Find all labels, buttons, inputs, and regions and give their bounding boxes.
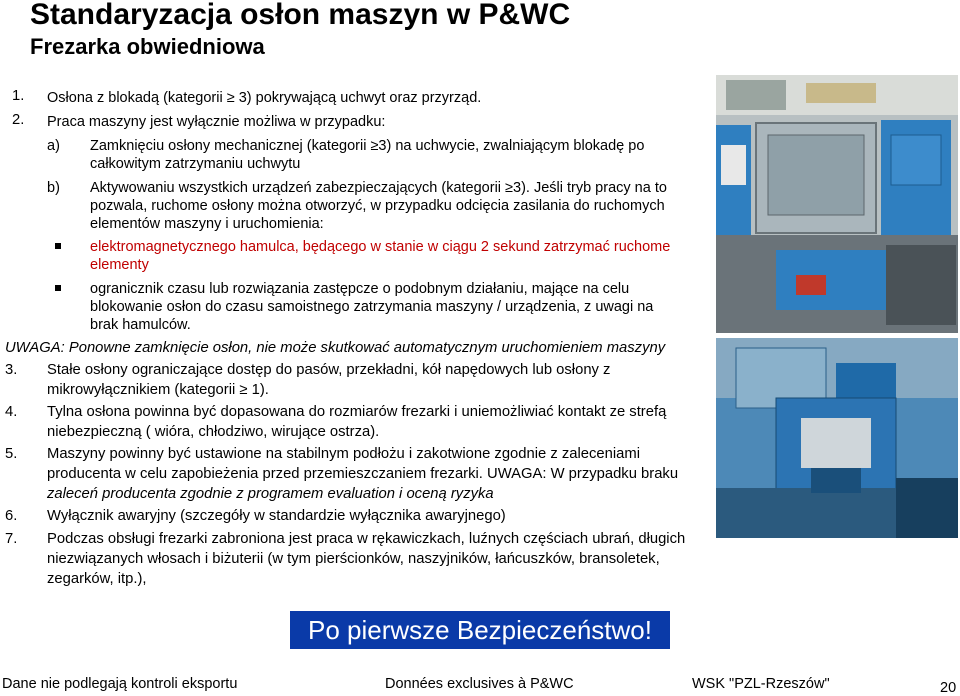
page-subtitle: Frezarka obwiedniowa bbox=[30, 34, 265, 59]
bullet-1-line: elektromagnetycznego hamulca, będącego w stanie w ciągu 2 sekund zatrzymać ruchome bbox=[90, 239, 671, 255]
safety-banner bbox=[290, 611, 670, 649]
bullet-2-line: brak hamulców. bbox=[90, 317, 191, 333]
item-number: 4. bbox=[5, 404, 18, 420]
item-number: 3. bbox=[5, 362, 18, 378]
item-number: 7. bbox=[5, 531, 18, 547]
item-number: 5. bbox=[5, 446, 18, 462]
item-number: 2. bbox=[12, 112, 25, 128]
hobbing-machine-illustration bbox=[716, 338, 958, 538]
bullet-marker bbox=[55, 243, 61, 249]
item-7-line: niezwiązanych włosach i biżuterii (w tym pierścionków, naszyjników, łańcuszków, bransoletek, bbox=[47, 551, 660, 567]
machine-guard-illustration bbox=[716, 75, 958, 333]
item-4-line: Tylna osłona powinna być dopasowana do rozmiarów frezarki i uniemożliwiać kontakt ze strefą bbox=[47, 404, 667, 420]
footer-company: WSK "PZL-Rzeszów" bbox=[692, 676, 830, 692]
item-1-text: Osłona z blokadą (kategorii ≥ 3) pokrywającą uchwyt oraz przyrząd. bbox=[47, 90, 482, 106]
page-number: 20 bbox=[940, 680, 957, 696]
item-5-line: producenta w celu zapobieżenia przed przemieszczaniem frezarki. UWAGA: W przypadku braku bbox=[47, 466, 679, 482]
item-5-line: Maszyny powinny być ustawione na stabilnym podłożu i zakotwione zgodnie z zaleceniami bbox=[47, 446, 641, 462]
item-5-line: zaleceń producenta zgodnie z programem evaluation i oceną ryzyka bbox=[47, 486, 494, 502]
item-6-text: Wyłącznik awaryjny (szczegóły w standardzie wyłącznika awaryjnego) bbox=[47, 508, 506, 524]
bullet-1-line: elementy bbox=[90, 257, 149, 273]
hobbing-machine-photo bbox=[716, 338, 958, 538]
warning-note: UWAGA: Ponowne zamknięcie osłon, nie może skutkować automatycznym uruchomieniem maszyny bbox=[5, 340, 666, 356]
item-7-line: Podczas obsługi frezarki zabroniona jest praca w rękawiczkach, luźnych częściach ubrań, długich bbox=[47, 531, 686, 547]
footer-export-note: Dane nie podlegają kontroli eksportu bbox=[2, 676, 238, 692]
item-3-line: Stałe osłony ograniczające dostęp do pasów, przekładni, kół napędowych lub osłony z bbox=[47, 362, 611, 378]
item-2b-line: Aktywowaniu wszystkich urządzeń zabezpieczających (kategorii ≥3). Jeśli tryb pracy na to bbox=[90, 180, 667, 196]
item-2a-line: całkowitym zatrzymaniu uchwytu bbox=[90, 156, 301, 172]
item-2b-line: pozwala, ruchome osłony można otworzyć, w przypadku odcięcia zasilania do ruchomych bbox=[90, 198, 665, 214]
item-2a-label: a) bbox=[47, 138, 60, 154]
item-2a-line: Zamknięciu osłony mechanicznej (kategorii ≥3) na uchwycie, zwalniającym blokadę po bbox=[90, 138, 645, 154]
footer-proprietary-note: Données exclusives à P&WC bbox=[385, 676, 574, 692]
item-number: 6. bbox=[5, 508, 18, 524]
item-2-text: Praca maszyny jest wyłącznie możliwa w przypadku: bbox=[47, 114, 386, 130]
bullet-2-line: ogranicznik czasu lub rozwiązania zastępcze o podobnym działaniu, mające na celu bbox=[90, 281, 630, 297]
safety-banner-text: Po pierwsze Bezpieczeństwo! bbox=[308, 615, 652, 645]
bullet-marker bbox=[55, 285, 61, 291]
item-number: 1. bbox=[12, 88, 25, 104]
page-title: Standaryzacja osłon maszyn w P&WC bbox=[30, 0, 571, 31]
item-2b-label: b) bbox=[47, 180, 60, 196]
item-4-line: niebezpieczną ( wióra, chłodziwo, wirujące ostrza). bbox=[47, 424, 380, 440]
item-2b-line: elementów maszyny i uruchomienia: bbox=[90, 216, 324, 232]
machine-guard-photo bbox=[716, 75, 958, 333]
item-7-line: zegarków, itp.), bbox=[47, 571, 147, 587]
item-3-line: mikrowyłącznikiem (kategorii ≥ 1). bbox=[47, 382, 269, 398]
bullet-2-line: blokowanie osłon do czasu samoistnego zatrzymania maszyny / urządzenia, z uwagi na bbox=[90, 299, 654, 315]
